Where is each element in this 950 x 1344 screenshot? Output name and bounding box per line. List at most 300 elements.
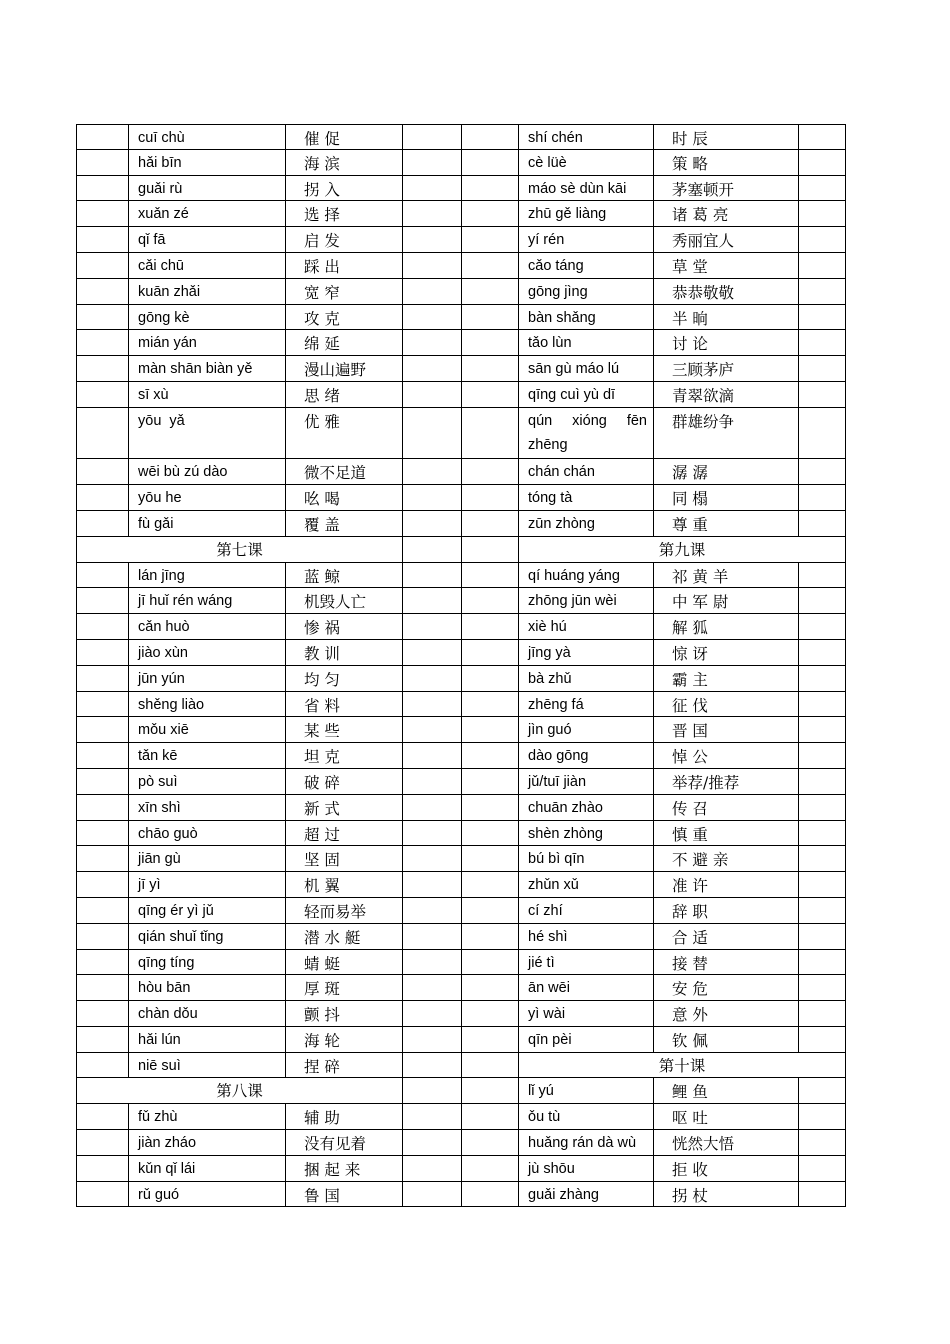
hanzi-cell: 接 替 [654,950,799,976]
pinyin-cell: kuān zhǎi [129,279,286,305]
row-number-cell [76,1027,129,1053]
pinyin-cell: qún xióng fēn zhēng [519,408,654,460]
vocab-row [76,975,462,1001]
hanzi-cell: 青翠欲滴 [654,382,799,408]
blank-cell [403,459,462,485]
row-number-cell [461,176,519,202]
blank-cell [799,356,846,382]
vocab-row [76,717,462,743]
blank-cell [403,1078,462,1104]
blank-cell [799,872,846,898]
row-number-cell [461,305,519,331]
row-number-cell [461,382,519,408]
lesson-heading: 第十课 [519,1053,846,1079]
hanzi-cell: 机 翼 [286,872,403,898]
hanzi-cell: 宽 窄 [286,279,403,305]
blank-cell [799,717,846,743]
row-number-cell [461,1156,519,1182]
blank-cell [799,795,846,821]
vocab-row [461,201,846,227]
vocab-row [76,692,462,718]
vocab-row [76,227,462,253]
hanzi-cell: 晋 国 [654,717,799,743]
pinyin-cell: bàn shǎng [519,305,654,331]
blank-cell [799,201,846,227]
vocab-row [76,279,462,305]
row-number-cell [76,356,129,382]
row-number-cell [76,1182,129,1208]
hanzi-cell: 坚 固 [286,846,403,872]
pinyin-cell: guǎi rù [129,176,286,202]
pinyin-cell: tóng tà [519,485,654,511]
row-number-cell [76,872,129,898]
blank-cell [403,1027,462,1053]
blank-cell [403,563,462,589]
blank-cell [403,408,462,460]
pinyin-cell: jī yì [129,872,286,898]
hanzi-cell: 微不足道 [286,459,403,485]
pinyin-cell: hǎi bīn [129,150,286,176]
row-number-cell [76,640,129,666]
row-number-cell [76,924,129,950]
vocab-row [461,124,846,150]
row-number-cell [76,563,129,589]
blank-cell [799,1130,846,1156]
pinyin-cell: lán jīng [129,563,286,589]
vocab-row [461,666,846,692]
hanzi-cell: 同 榻 [654,485,799,511]
hanzi-cell: 潺 潺 [654,459,799,485]
blank-cell [799,150,846,176]
hanzi-cell: 颤 抖 [286,1001,403,1027]
pinyin-cell: shèn zhòng [519,821,654,847]
row-number-cell [461,459,519,485]
hanzi-cell: 半 晌 [654,305,799,331]
vocab-row [461,898,846,924]
hanzi-cell: 机毁人亡 [286,588,403,614]
blank-cell [403,1182,462,1208]
pinyin-cell: qīng tíng [129,950,286,976]
row-number-cell [76,769,129,795]
hanzi-cell: 时 辰 [654,124,799,150]
blank-cell [403,846,462,872]
hanzi-cell: 秀丽宜人 [654,227,799,253]
vocab-row [76,305,462,331]
blank-cell [799,588,846,614]
blank-cell [799,1104,846,1130]
blank-cell [403,1156,462,1182]
blank-cell [799,924,846,950]
hanzi-cell: 恭恭敬敬 [654,279,799,305]
hanzi-cell: 祁 黄 羊 [654,563,799,589]
blank-cell [799,485,846,511]
vocab-row [76,769,462,795]
blank-cell [403,640,462,666]
row-number-cell [461,717,519,743]
vocab-row [76,150,462,176]
vocab-row [76,563,462,589]
row-number-cell [76,382,129,408]
blank-cell [403,872,462,898]
hanzi-cell: 选 择 [286,201,403,227]
vocab-row [461,614,846,640]
pinyin-cell: tǎo lùn [519,330,654,356]
hanzi-cell: 捆 起 来 [286,1156,403,1182]
blank-cell [403,1104,462,1130]
vocab-row [461,305,846,331]
row-number-cell [76,821,129,847]
row-number-cell [461,640,519,666]
row-number-cell [76,279,129,305]
hanzi-cell: 举荐/推荐 [654,769,799,795]
hanzi-cell: 攻 克 [286,305,403,331]
pinyin-cell: qīng ér yì jǔ [129,898,286,924]
hanzi-cell: 拐 杖 [654,1182,799,1208]
hanzi-cell: 征 伐 [654,692,799,718]
pinyin-cell: hé shì [519,924,654,950]
pinyin-cell: máo sè dùn kāi [519,176,654,202]
pinyin-cell: tǎn kē [129,743,286,769]
pinyin-cell: ān wēi [519,975,654,1001]
blank-cell [799,640,846,666]
pinyin-cell: chàn dǒu [129,1001,286,1027]
hanzi-cell: 讨 论 [654,330,799,356]
row-number-cell [461,201,519,227]
row-number-cell [461,666,519,692]
row-number-cell [461,1182,519,1208]
blank-cell [403,666,462,692]
blank-cell [403,975,462,1001]
hanzi-cell: 没有见着 [286,1130,403,1156]
hanzi-cell: 破 碎 [286,769,403,795]
pinyin-cell: bà zhǔ [519,666,654,692]
vocab-row [76,253,462,279]
row-number-cell [461,356,519,382]
pinyin-cell: sī xù [129,382,286,408]
pinyin-cell: zhǔn xǔ [519,872,654,898]
pinyin-cell: chāo guò [129,821,286,847]
blank-cell [403,950,462,976]
pinyin-cell: cǎo táng [519,253,654,279]
pinyin-cell: huǎng rán dà wù [519,1130,654,1156]
pinyin-cell: jìn guó [519,717,654,743]
blank-cell [799,408,846,460]
blank-cell [403,382,462,408]
blank-cell [799,124,846,150]
row-number-cell [461,769,519,795]
pinyin-cell: fù gǎi [129,511,286,537]
blank-cell [799,692,846,718]
hanzi-cell: 解 狐 [654,614,799,640]
blank-cell [799,975,846,1001]
pinyin-cell: qīn pèi [519,1027,654,1053]
vocab-row [461,459,846,485]
vocab-row [461,511,846,537]
pinyin-cell: guǎi zhàng [519,1182,654,1208]
pinyin-cell: yì wài [519,1001,654,1027]
pinyin-cell: jiān gù [129,846,286,872]
blank-cell [799,1001,846,1027]
blank-cell [461,537,519,563]
pinyin-cell: mián yán [129,330,286,356]
hanzi-cell: 尊 重 [654,511,799,537]
vocab-row [76,330,462,356]
blank-cell [403,1053,462,1079]
pinyin-cell: yōu he [129,485,286,511]
hanzi-cell: 三顾茅庐 [654,356,799,382]
blank-cell [461,1053,519,1079]
vocab-row [76,1001,462,1027]
row-number-cell [76,124,129,150]
hanzi-cell: 辅 助 [286,1104,403,1130]
row-number-cell [461,975,519,1001]
blank-cell [403,717,462,743]
hanzi-cell: 茅塞顿开 [654,176,799,202]
pinyin-cell: shí chén [519,124,654,150]
row-number-cell [461,408,519,460]
lesson-heading: 第七课 [76,537,403,563]
row-number-cell [76,975,129,1001]
row-number-cell [461,924,519,950]
row-number-cell [76,253,129,279]
row-number-cell [461,950,519,976]
hanzi-cell: 钦 佩 [654,1027,799,1053]
vocab-row [76,846,462,872]
blank-cell [403,614,462,640]
pinyin-cell: yí rén [519,227,654,253]
row-number-cell [76,614,129,640]
row-number-cell [461,150,519,176]
pinyin-cell: cǎn huò [129,614,286,640]
vocab-row [76,1182,462,1208]
blank-cell [799,898,846,924]
row-number-cell [461,898,519,924]
row-number-cell [76,201,129,227]
vocab-row [461,176,846,202]
pinyin-cell: jù shōu [519,1156,654,1182]
vocab-row [461,1078,846,1104]
pinyin-cell: jié tì [519,950,654,976]
row-number-cell [76,150,129,176]
lesson-heading: 第八课 [76,1078,403,1104]
row-number-cell [76,1104,129,1130]
hanzi-cell: 不 避 亲 [654,846,799,872]
pinyin-cell: jiào xùn [129,640,286,666]
pinyin-cell: rǔ guó [129,1182,286,1208]
hanzi-cell: 呕 吐 [654,1104,799,1130]
hanzi-cell: 漫山遍野 [286,356,403,382]
row-number-cell [461,795,519,821]
row-number-cell [76,950,129,976]
blank-cell [403,692,462,718]
vocab-row [461,975,846,1001]
pinyin-cell: cí zhí [519,898,654,924]
pinyin-cell: qí huáng yáng [519,563,654,589]
pinyin-cell: qīng cuì yù dī [519,382,654,408]
blank-cell [403,124,462,150]
hanzi-cell: 绵 延 [286,330,403,356]
vocab-row [461,150,846,176]
row-number-cell [461,124,519,150]
pinyin-cell: hǎi lún [129,1027,286,1053]
hanzi-cell: 诸 葛 亮 [654,201,799,227]
row-number-cell [461,692,519,718]
row-number-cell [461,1078,519,1104]
vocab-row [76,821,462,847]
blank-cell [403,176,462,202]
vocab-row [76,640,462,666]
pinyin-cell: ǒu tù [519,1104,654,1130]
vocab-row [461,692,846,718]
pinyin-cell: mǒu xiē [129,717,286,743]
left-vocabulary-table [76,124,462,1207]
vocab-row [76,666,462,692]
hanzi-cell: 悼 公 [654,743,799,769]
row-number-cell [76,1130,129,1156]
vocab-row [76,1130,462,1156]
hanzi-cell: 策 略 [654,150,799,176]
blank-cell [799,1027,846,1053]
row-number-cell [76,846,129,872]
blank-cell [799,950,846,976]
vocab-row [461,227,846,253]
row-number-cell [76,898,129,924]
hanzi-cell: 海 轮 [286,1027,403,1053]
pinyin-cell: lǐ yú [519,1078,654,1104]
hanzi-cell: 优 雅 [286,408,403,460]
vocab-row [461,846,846,872]
vocab-row [76,201,462,227]
vocab-row [461,950,846,976]
hanzi-cell: 吆 喝 [286,485,403,511]
vocab-row [76,382,462,408]
blank-cell [403,743,462,769]
vocab-row [76,950,462,976]
pinyin-cell: fǔ zhù [129,1104,286,1130]
pinyin-cell: chuān zhào [519,795,654,821]
pinyin-cell: sān gù máo lú [519,356,654,382]
vocab-row [461,330,846,356]
vocab-row [461,743,846,769]
vocab-row [76,795,462,821]
hanzi-cell: 群雄纷争 [654,408,799,460]
blank-cell [799,305,846,331]
blank-cell [403,356,462,382]
blank-cell [799,563,846,589]
blank-cell [403,1130,462,1156]
row-number-cell [461,872,519,898]
row-number-cell [461,511,519,537]
pinyin-cell: zhū gě liàng [519,201,654,227]
pinyin-cell: dào gōng [519,743,654,769]
vocab-row [76,408,462,460]
vocab-row [461,279,846,305]
row-number-cell [461,330,519,356]
row-number-cell [461,588,519,614]
row-number-cell [461,1104,519,1130]
blank-cell [799,666,846,692]
lesson-heading-row [76,537,462,563]
hanzi-cell: 覆 盖 [286,511,403,537]
vocab-row [461,1027,846,1053]
row-number-cell [76,176,129,202]
hanzi-cell: 拒 收 [654,1156,799,1182]
hanzi-cell: 拐 入 [286,176,403,202]
pinyin-cell: jūn yún [129,666,286,692]
row-number-cell [76,511,129,537]
vocab-row [76,459,462,485]
row-number-cell [461,563,519,589]
row-number-cell [76,795,129,821]
hanzi-cell: 蓝 鲸 [286,563,403,589]
hanzi-cell: 坦 克 [286,743,403,769]
hanzi-cell: 慎 重 [654,821,799,847]
hanzi-cell: 辞 职 [654,898,799,924]
right-vocabulary-table [461,124,846,1207]
row-number-cell [76,459,129,485]
pinyin-cell: xuǎn zé [129,201,286,227]
row-number-cell [76,1053,129,1079]
pinyin-cell: wēi bù zú dào [129,459,286,485]
row-number-cell [76,692,129,718]
pinyin-cell: cuī chù [129,124,286,150]
pinyin-cell: jī huǐ rén wáng [129,588,286,614]
pinyin-cell: jīng yà [519,640,654,666]
row-number-cell [76,666,129,692]
vocab-row [461,588,846,614]
blank-cell [403,537,462,563]
row-number-cell [76,408,129,460]
row-number-cell [76,743,129,769]
blank-cell [403,924,462,950]
vocab-row [461,821,846,847]
blank-cell [799,1182,846,1208]
hanzi-cell: 厚 斑 [286,975,403,1001]
pinyin-cell: qián shuǐ tǐng [129,924,286,950]
blank-cell [403,898,462,924]
blank-cell [799,227,846,253]
pinyin-cell: zūn zhòng [519,511,654,537]
lesson-heading: 第九课 [519,537,846,563]
row-number-cell [461,485,519,511]
pinyin-cell: màn shān biàn yě [129,356,286,382]
vocab-row [461,1001,846,1027]
vocab-row [76,511,462,537]
blank-cell [799,821,846,847]
hanzi-cell: 惊 讶 [654,640,799,666]
row-number-cell [461,846,519,872]
hanzi-cell: 准 许 [654,872,799,898]
blank-cell [403,279,462,305]
blank-cell [403,795,462,821]
vocab-row [76,1027,462,1053]
hanzi-cell: 中 军 尉 [654,588,799,614]
hanzi-cell: 蜻 蜓 [286,950,403,976]
vocab-row [76,588,462,614]
pinyin-cell: shěng liào [129,692,286,718]
row-number-cell [461,1027,519,1053]
blank-cell [799,614,846,640]
pinyin-cell: jǔ/tuī jiàn [519,769,654,795]
vocab-row [461,640,846,666]
blank-cell [403,201,462,227]
hanzi-cell: 思 绪 [286,382,403,408]
row-number-cell [461,1130,519,1156]
hanzi-cell: 教 训 [286,640,403,666]
vocab-row [76,176,462,202]
hanzi-cell: 捏 碎 [286,1053,403,1079]
vocab-row [461,924,846,950]
